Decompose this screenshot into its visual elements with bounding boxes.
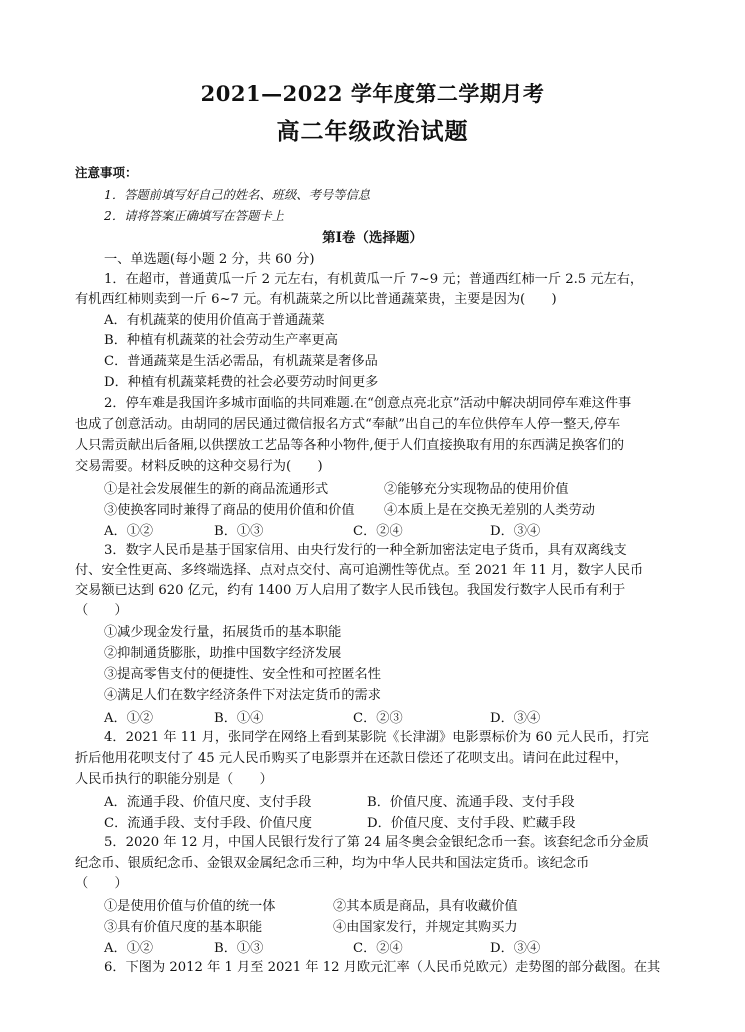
q4-option-c: C．流通手段、支付手段、价值尺度 — [104, 816, 312, 831]
q1-option-c: C．普通蔬菜是生活必需品，有机蔬菜是奢侈品 — [104, 354, 378, 369]
q2-stem-line-4: 交易需要。材料反映的这种交易行为( ) — [75, 459, 323, 474]
q3-stem-line-3: 交易额已达到 620 亿元，约有 1400 万人启用了数字人民币钱包。我国发行数字人民币有利于 — [75, 583, 626, 598]
q2-choice-c: C．②④ — [353, 524, 403, 539]
q3-choice-a: A．①② — [104, 711, 154, 726]
q5-statement-1: ①是使用价值与价值的统一体 — [104, 899, 276, 914]
q3-statement-4: ④满足人们在数字经济条件下对法定货币的需求 — [104, 688, 381, 703]
q3-statement-1: ①减少现金发行量，拓展货币的基本职能 — [104, 625, 342, 640]
part-heading: 一、单选题(每小题 2 分，共 60 分) — [104, 252, 315, 267]
q2-choice-a: A．①② — [104, 524, 154, 539]
q3-choice-d: D．③④ — [490, 711, 541, 726]
q4-stem-line-2: 折后他用花呗支付了 45 元人民币购买了电影票并在还款日偿还了花呗支出。请问在此过程中， — [75, 751, 628, 766]
q4-option-b: B．价值尺度、流通手段、支付手段 — [367, 795, 575, 810]
exam-subtitle: 高二年级政治试题 — [276, 118, 469, 145]
exam-title: 2021—2022 学年度第二学期月考 — [200, 81, 545, 106]
q5-stem-line-3: （ ） — [75, 876, 128, 891]
q2-stem-line-1: 2．停车难是我国许多城市面临的共同难题.在“创意点亮北京”活动中解决胡同停车难这件事 — [104, 396, 632, 411]
q1-option-d: D．种植有机蔬菜耗费的社会必要劳动时间更多 — [104, 375, 379, 390]
q1-option-a: A．有机蔬菜的使用价值高于普通蔬菜 — [104, 313, 325, 328]
q3-choice-b: B．①④ — [214, 711, 264, 726]
q5-choice-b: B．①③ — [214, 941, 264, 956]
q3-stem-line-2: 付、安全性更高、多终端选择、点对点交付、高可追溯性等优点。至 2021 年 11 月，数字人民币 — [75, 563, 644, 578]
q2-statement-2: ②能够充分实现物品的使用价值 — [384, 482, 569, 497]
q2-choice-d: D．③④ — [490, 524, 541, 539]
q3-statement-2: ②抑制通货膨胀，助推中国数字经济发展 — [104, 646, 342, 661]
q3-stem-line-4: （ ） — [75, 603, 128, 618]
notice-heading: 注意事项： — [75, 165, 138, 180]
q4-stem-line-1: 4．2021 年 11 月，张同学在网络上看到某影院《长津湖》电影票标价为 60 元人民币，打完 — [104, 730, 649, 745]
q1-option-b: B．种植有机蔬菜的社会劳动生产率更高 — [104, 333, 338, 348]
q2-choice-b: B．①③ — [214, 524, 264, 539]
q4-option-a: A．流通手段、价值尺度、支付手段 — [104, 795, 312, 810]
q5-statement-4: ④由国家发行，并规定其购买力 — [333, 920, 518, 935]
q3-choice-c: C．②③ — [353, 711, 403, 726]
q4-stem-line-3: 人民币执行的职能分别是（ ） — [75, 772, 273, 787]
q6-stem-line-1: 6．下图为 2012 年 1 月至 2021 年 12 月欧元汇率（人民币兑欧元）走势图的部分截图。在其 — [104, 960, 661, 975]
q2-stem-line-2: 也成了创意活动。由胡同的居民通过微信报名方式“奉献”出自己的车位供停车人停一整天,停车 — [75, 417, 621, 432]
q5-statement-3: ③具有价值尺度的基本职能 — [104, 920, 263, 935]
q5-stem-line-1: 5．2020 年 12 月，中国人民银行发行了第 24 届冬奥会金银纪念币一套。该套纪念币分金质 — [104, 835, 649, 850]
q5-choice-a: A．①② — [104, 941, 154, 956]
section-title: 第Ⅰ卷（选择题） — [322, 230, 423, 246]
notice-item-2: 2．请将答案正确填写在答题卡上 — [104, 209, 284, 223]
q2-statement-1: ①是社会发展催生的新的商品流通形式 — [104, 482, 329, 497]
q1-stem-line-2: 有机西红柿则卖到一斤 6~7 元。有机蔬菜之所以比普通蔬菜贵，主要是因为( ) — [75, 292, 557, 307]
q3-stem-line-1: 3．数字人民币是基于国家信用、由央行发行的一种全新加密法定电子货币，具有双离线支 — [104, 543, 627, 558]
q5-choice-c: C．②④ — [353, 941, 403, 956]
notice-item-1: 1．答题前填写好自己的姓名、班级、考号等信息 — [104, 188, 371, 202]
q4-option-d: D．价值尺度、支付手段、贮藏手段 — [367, 816, 576, 831]
q5-stem-line-2: 纪念币、银质纪念币、金银双金属纪念币三种，均为中华人民共和国法定货币。该纪念币 — [75, 856, 590, 871]
q5-choice-d: D．③④ — [490, 941, 541, 956]
q2-statement-3: ③使换客同时兼得了商品的使用价值和价值 — [104, 503, 355, 518]
q3-statement-3: ③提高零售支付的便捷性、安全性和可控匿名性 — [104, 667, 381, 682]
q2-statement-4: ④本质上是在交换无差别的人类劳动 — [384, 503, 595, 518]
q5-statement-2: ②其本质是商品，具有收藏价值 — [333, 899, 518, 914]
q2-stem-line-3: 人只需贡献出后备厢,以供摆放工艺品等各种小物件,便于人们直接换取有用的东西满足换客们的 — [75, 438, 625, 453]
q1-stem-line-1: 1．在超市，普通黄瓜一斤 2 元左右，有机黄瓜一斤 7~9 元；普通西红柿一斤 2.5 元左右， — [104, 272, 644, 287]
